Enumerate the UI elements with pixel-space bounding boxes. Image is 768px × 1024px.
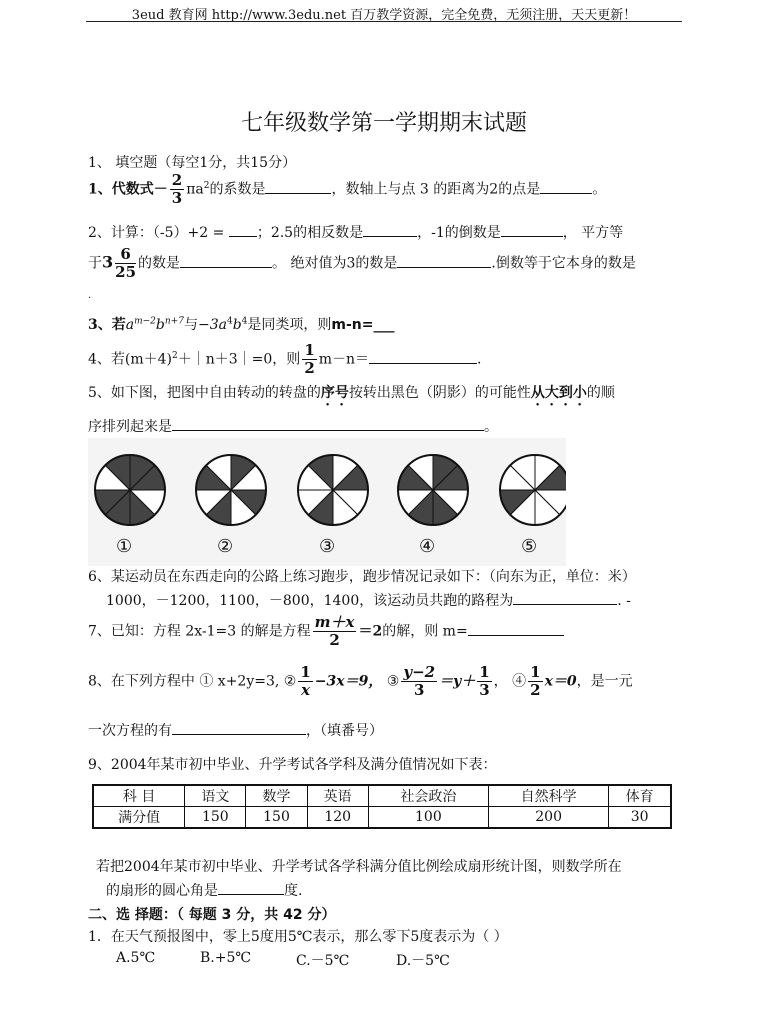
table-cell: 英语 [307,785,368,807]
table-cell: 150 [246,807,307,829]
spinner-figure [88,438,566,566]
spinner-5 [500,455,566,525]
mc-option-a[interactable]: A.5℃ [116,950,156,966]
answer-blank[interactable] [540,179,592,194]
section1-heading: 1、 填空题（每空1分，共15分） [88,155,297,171]
page-header: 3eud 教育网 http://www.3edu.net 百万教学资源，完全免费，无须注册，天天更新！ [131,8,637,23]
table-cell: 社会政治 [368,785,488,807]
spinner-2 [196,455,266,525]
table-header-row [93,785,671,807]
answer-blank[interactable] [369,349,477,364]
mc-option-b[interactable]: B.+5℃ [200,950,252,966]
question-5-line1: 5、如下图，把图中自由转动的转盘的序号按转出黑色（阴影）的可能性从大到小的顺 [88,385,615,401]
answer-blank[interactable] [363,222,417,237]
question-7: 7、已知：方程 2x-1=3 的解是方程 $\frac{m+x}{2}$ ＝2的解，则 m= [88,614,564,649]
question-9-intro: 9、2004年某市初中毕业、升学考试各学科及满分值情况如下表： [88,757,497,773]
question-5-line2: 序排列起来是 。 [88,416,498,436]
question-9-after-line1: 若把2004年某市初中毕业、升学考试各学科满分值比例绘成扇形统计图，则数学所在 [96,859,622,875]
answer-blank[interactable] [397,253,491,268]
spinner-label-4: ④ [419,536,436,557]
spinner-label-3: ③ [319,536,336,557]
answer-blank[interactable] [229,222,257,237]
mc-option-c[interactable]: C.－5℃ [296,953,350,969]
question-6-line1: 6、某运动员在东西走向的公路上练习跑步，跑步情况记录如下：（向东为正，单位：米） [88,569,636,585]
answer-blank[interactable] [172,416,484,431]
answer-blank[interactable] [468,621,564,636]
table-cell: 150 [185,807,246,829]
table-cell: 数学 [246,785,307,807]
question-9-after-line2: 的扇形的圆心角是 度. [106,880,302,900]
table-cell: 120 [307,807,368,829]
table-cell: 自然科学 [489,785,609,807]
mc-question-1: 1．在天气预报图中，零上5度用5℃表示，那么零下5度表示为（ ） [88,929,508,945]
question-3: 3、若$a^{m-2}b^{n+7}$与$-3a^4b^4$是同类项，则m-n=___ [88,316,395,333]
score-table [92,784,672,829]
table-row [93,807,671,829]
spinner-label-5: ⑤ [521,536,538,557]
table-cell: 200 [489,807,609,829]
table-cell: 100 [368,807,488,829]
page-title: 七年级数学第一学期期末试题 [240,111,527,136]
spinner-4 [398,455,468,525]
table-cell: 体育 [609,785,671,807]
question-2-line2: 于3 $\frac{6}{25}$ 的数是 。 绝对值为3的数是 .倒数等于它本身的数是 [88,245,636,281]
question-8-line2: 一次方程的有 ，（填番号） [88,720,383,740]
table-cell: 满分值 [93,807,185,829]
section2-heading: 二、选 择题：（ 每题 3 分，共 42 分） [88,907,336,923]
answer-blank[interactable] [218,880,284,895]
question-2-line1: 2、计算：（-5）+2 = ；2.5的相反数是 ，-1的倒数是 ， 平方等 [88,222,623,242]
answer-blank[interactable] [172,720,306,735]
question-6-line2: 1000，－1200，1100，－800，1400，该运动员共跑的路程为 . - [106,590,631,610]
table-cell: 科 目 [93,785,185,807]
table-cell: 30 [609,807,671,829]
spinner-3 [298,455,368,525]
answer-blank[interactable] [180,253,272,268]
header-rule [86,21,682,22]
mc-option-d[interactable]: D.－5℃ [396,953,450,969]
spinner-1 [95,455,165,525]
question-8-line1: 8、在下列方程中 ① x+2y=3, ② $\frac{1}{x}$ −3x＝9， ③ $\frac{y-2}{3}$ ＝y＋ $\frac{1}{3}$ ， ④ $\frac{1}{2}$ x＝0，是一元 [88,663,633,699]
table-cell: 语文 [185,785,246,807]
question-4: 4、若$(m+4)^2+|n+3|=0$，则 $\frac{1}{2}$ m－n＝ . [88,341,482,377]
answer-blank[interactable] [265,179,331,194]
answer-blank[interactable] [501,222,563,237]
stray-dot: . [88,290,92,301]
answer-blank[interactable] [513,590,617,605]
fraction: $\frac{2}{3}$ [171,171,183,207]
spinner-label-2: ② [217,536,234,557]
question-1: 1、代数式－ $\frac{2}{3}$ $\pi a^2$的系数是 ，数轴上与点 3 的距离为2的点是 。 [88,171,607,207]
spinner-label-1: ① [116,536,133,557]
